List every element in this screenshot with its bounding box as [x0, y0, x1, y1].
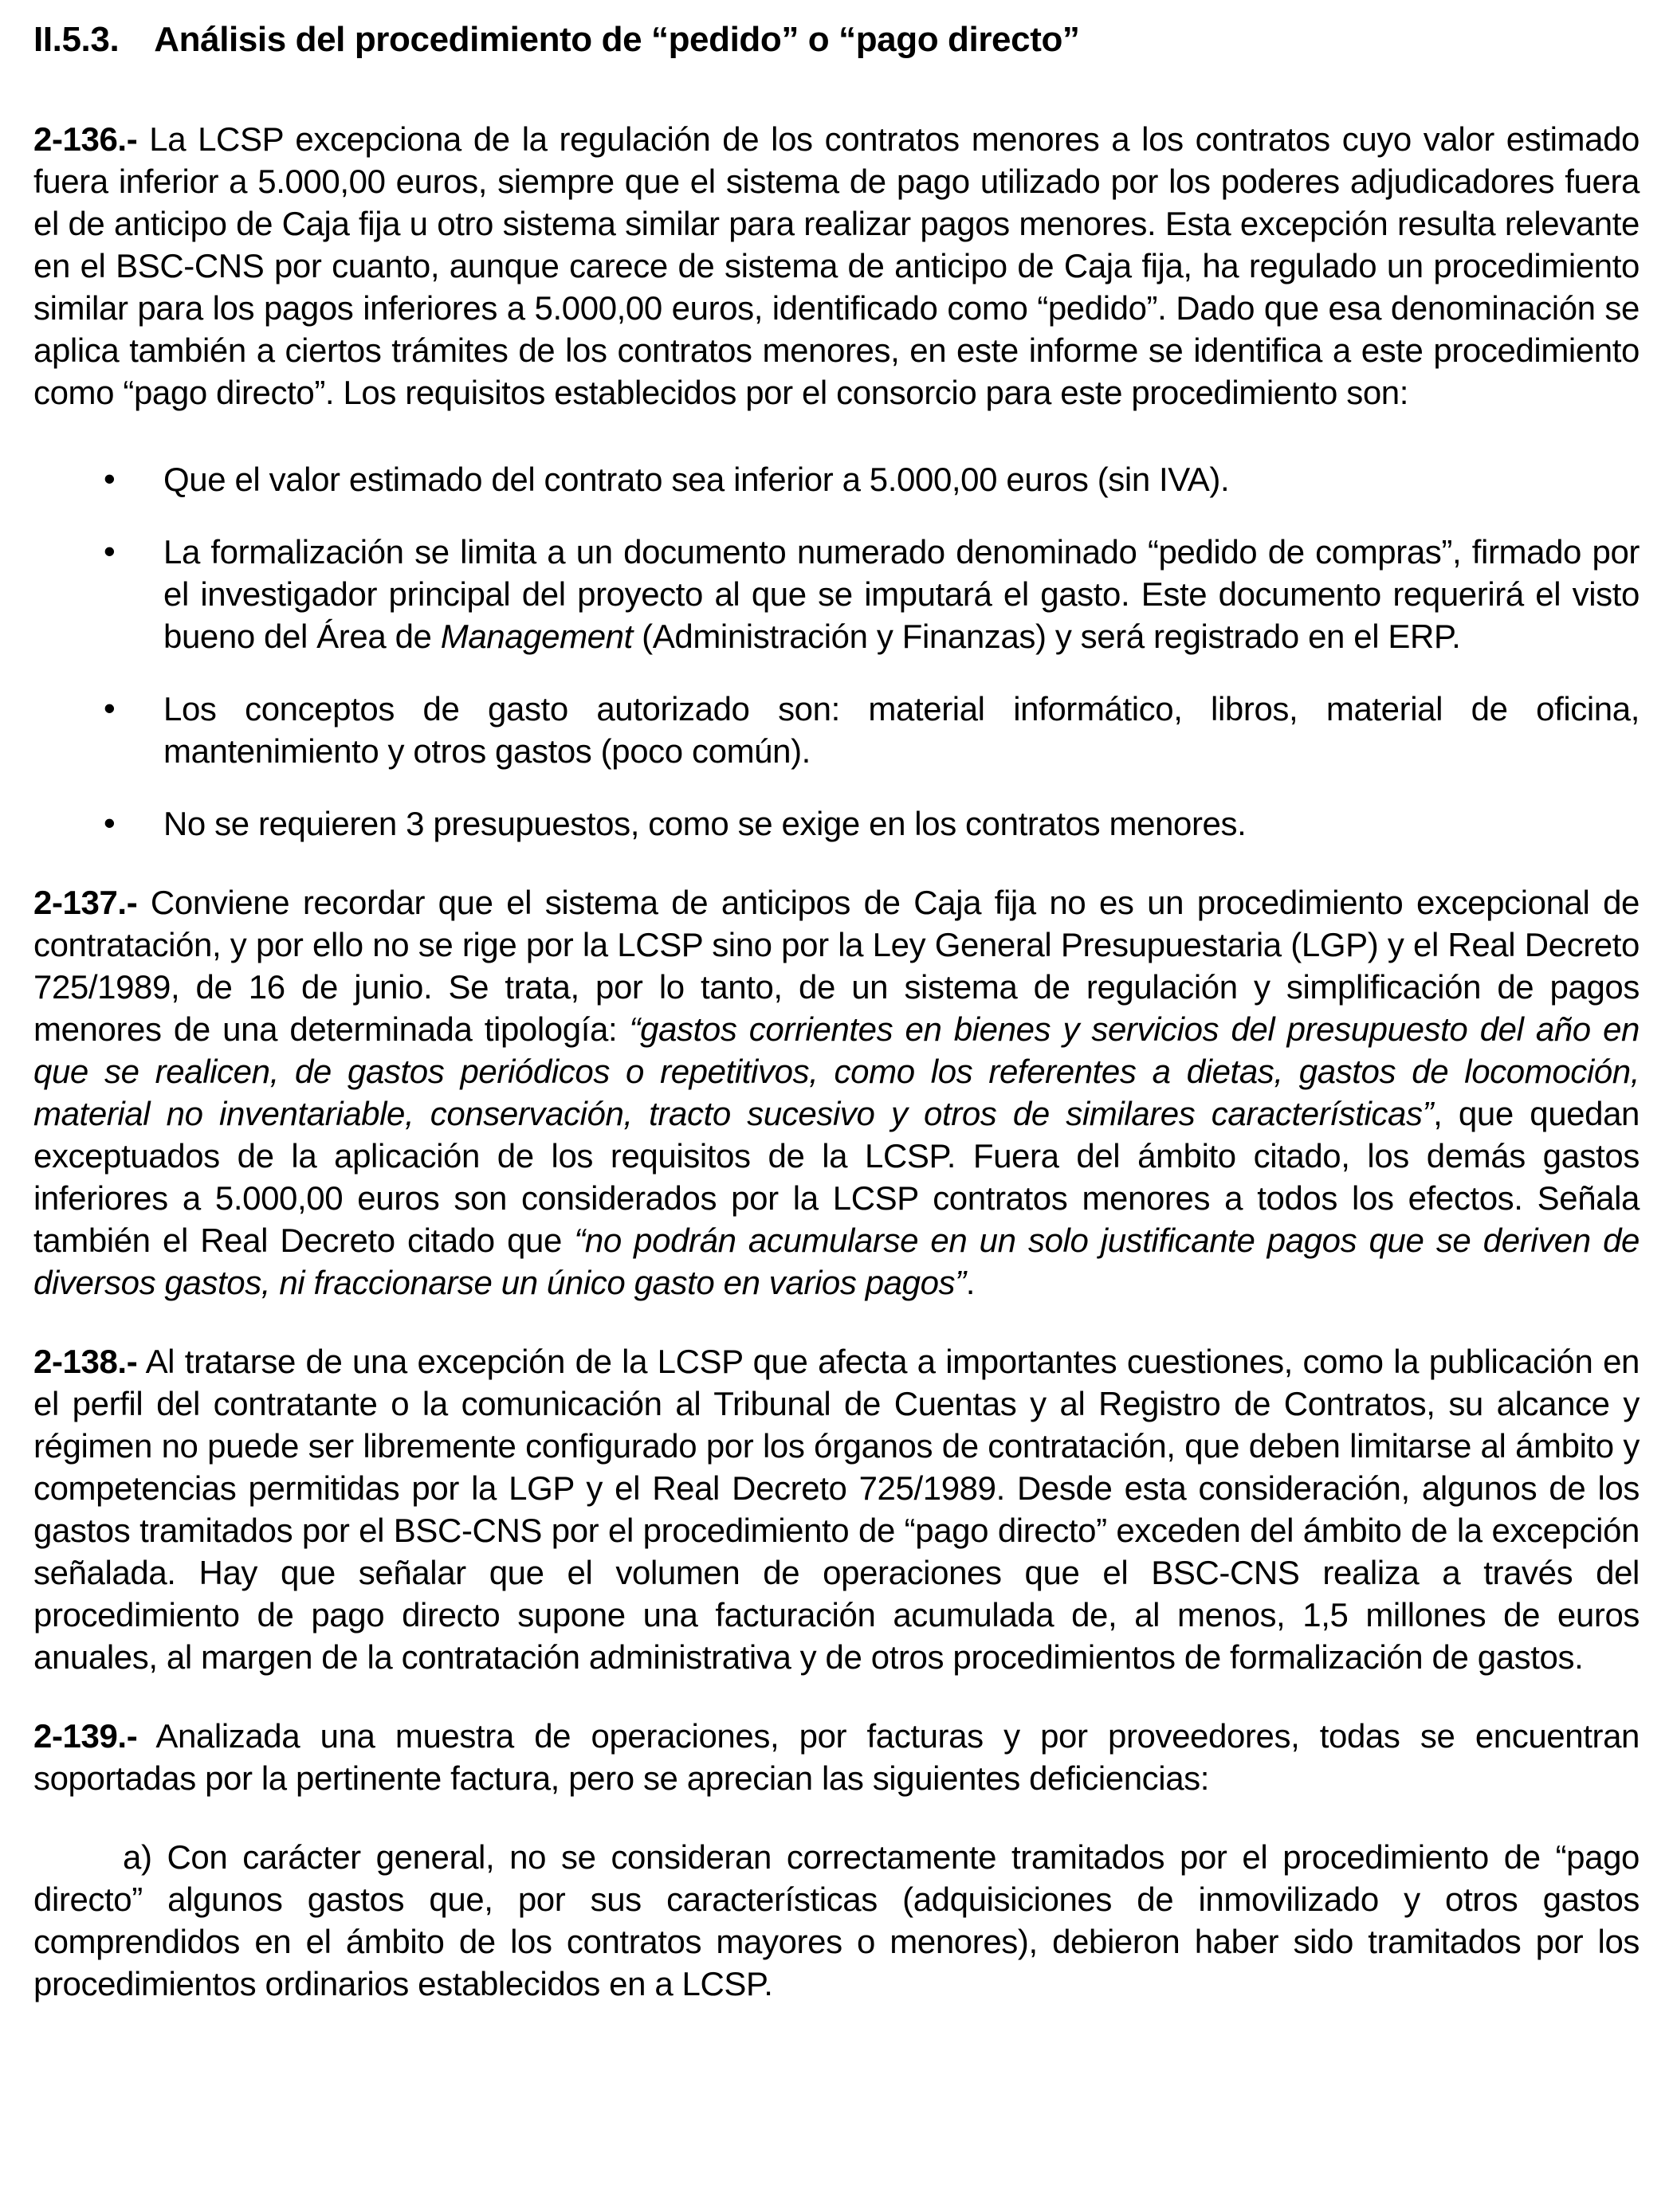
section-number: II.5.3.	[33, 20, 120, 59]
paragraph-2-137-quote-1: “gastos corrientes en bienes y servicios del presupuesto del año en que se realicen, de gastos periódicos o repetitivos, como los referentes a dietas, gastos de locomoción, material no inventariable, conservación, tracto sucesivo y otros de similares características”	[33, 1010, 1640, 1132]
bullet-text: Los conceptos de gasto autorizado son: material informático, libros, material de oficina, mantenimiento y otros gastos (poco común).	[163, 690, 1640, 770]
bullet-text: La formalización se limita a un documento numerado denominado “pedido de compras”, firmado por el investigador principal del proyecto al que se imputará el gasto. Este documento requerirá el visto bueno del Área de	[163, 533, 1640, 655]
bullet-icon: •	[104, 689, 116, 727]
bullet-text-italic: Management	[440, 618, 633, 655]
paragraph-2-137-text: Conviene recordar que el sistema de anticipos de Caja fija no es un procedimiento excepcional de contratación, y por ello no se rige por la LCSP sino por la Ley General Presupuestaria (LGP) y el Real Decreto 725/1989, de 16 de junio. Se trata, por lo tanto, de un sistema de regulación y simplificación de pagos menores de una determinada tipología:	[33, 884, 1640, 1048]
paragraph-2-137-text: .	[965, 1264, 975, 1301]
section-title: Análisis del procedimiento de “pedido” o “pago directo”	[154, 20, 1080, 59]
bullet-icon: •	[104, 804, 116, 841]
section-heading	[33, 18, 1640, 62]
paragraph-2-138-text: Al tratarse de una excepción de la LCSP que afecta a importantes cuestiones, como la publicación en el perfil del contratante o la comunicación al Tribunal de Cuentas y al Registro de Contratos, su alcance y régimen no puede ser libremente configurado por los órganos de contratación, que deben limitarse al ámbito y competencias permitidas por la LGP y el Real Decreto 725/1989. Desde esta consideración, algunos de los gastos tramitados por el BSC-CNS por el procedimiento de “pago directo” exceden del ámbito de la excepción señalada. Hay que señalar que el volumen de operaciones que el BSC-CNS realiza a través del procedimiento de pago directo supone una facturación acumulada de, al menos, 1,5 millones de euros anuales, al margen de la contratación administrativa y de otros procedimientos de formalización de gastos.	[33, 1343, 1640, 1676]
requirements-list	[33, 458, 1640, 845]
paragraph-2-137-number: 2-137.-	[33, 884, 138, 921]
paragraph-2-138	[33, 1340, 1640, 1678]
bullet-text: No se requieren 3 presupuestos, como se exige en los contratos menores.	[163, 805, 1247, 842]
bullet-icon: •	[104, 532, 116, 570]
paragraph-2-139-text: Analizada una muestra de operaciones, por facturas y por proveedores, todas se encuentran soportadas por la pertinente factura, pero se aprecian las siguientes deficiencias:	[33, 1717, 1640, 1797]
paragraph-2-137-quote-2: “no podrán acumularse en un solo justificante pagos que se deriven de diversos gastos, ni fraccionarse un único gasto en varios pagos”	[33, 1222, 1640, 1301]
list-item-conceptos-gasto	[33, 688, 1640, 772]
list-item-valor-estimado	[33, 458, 1640, 500]
list-item-presupuestos	[33, 802, 1640, 845]
paragraph-2-136-number: 2-136.-	[33, 120, 138, 158]
paragraph-2-139-item-a	[33, 1836, 1640, 2005]
bullet-icon: •	[104, 460, 116, 497]
paragraph-2-137-text: , que quedan exceptuados de la aplicación de los requisitos de la LCSP. Fuera del ámbito citado, los demás gastos inferiores a 5.000,00 euros son considerados por la LCSP contratos menores a todos los efectos. Señala también el Real Decreto citado que	[33, 1095, 1640, 1259]
paragraph-2-136-text: La LCSP excepciona de la regulación de los contratos menores a los contratos cuyo valor estimado fuera inferior a 5.000,00 euros, siempre que el sistema de pago utilizado por los poderes adjudicadores fuera el de anticipo de Caja fija u otro sistema similar para realizar pagos menores. Esta excepción resulta relevante en el BSC-CNS por cuanto, aunque carece de sistema de anticipo de Caja fija, ha regulado un procedimiento similar para los pagos inferiores a 5.000,00 euros, identificado como “pedido”. Dado que esa denominación se aplica también a ciertos trámites de los contratos menores, en este informe se identifica a este procedimiento como “pago directo”. Los requisitos establecidos por el consorcio para este procedimiento son:	[33, 120, 1640, 411]
paragraph-2-139-number: 2-139.-	[33, 1717, 138, 1755]
paragraph-2-139	[33, 1715, 1640, 1799]
paragraph-2-138-number: 2-138.-	[33, 1343, 138, 1380]
bullet-text: Que el valor estimado del contrato sea inferior a 5.000,00 euros (sin IVA).	[163, 461, 1230, 498]
paragraph-2-137	[33, 881, 1640, 1304]
bullet-text: (Administración y Finanzas) y será registrado en el ERP.	[632, 618, 1461, 655]
list-item-formalizacion	[33, 531, 1640, 657]
paragraph-2-139-item-a-text: a) Con carácter general, no se consideran correctamente tramitados por el procedimiento de “pago directo” algunos gastos que, por sus características (adquisiciones de inmovilizado y otros gastos comprendidos en el ámbito de los contratos mayores o menores), debieron haber sido tramitados por los procedimientos ordinarios establecidos en a LCSP.	[33, 1838, 1640, 2002]
paragraph-2-136	[33, 118, 1640, 414]
